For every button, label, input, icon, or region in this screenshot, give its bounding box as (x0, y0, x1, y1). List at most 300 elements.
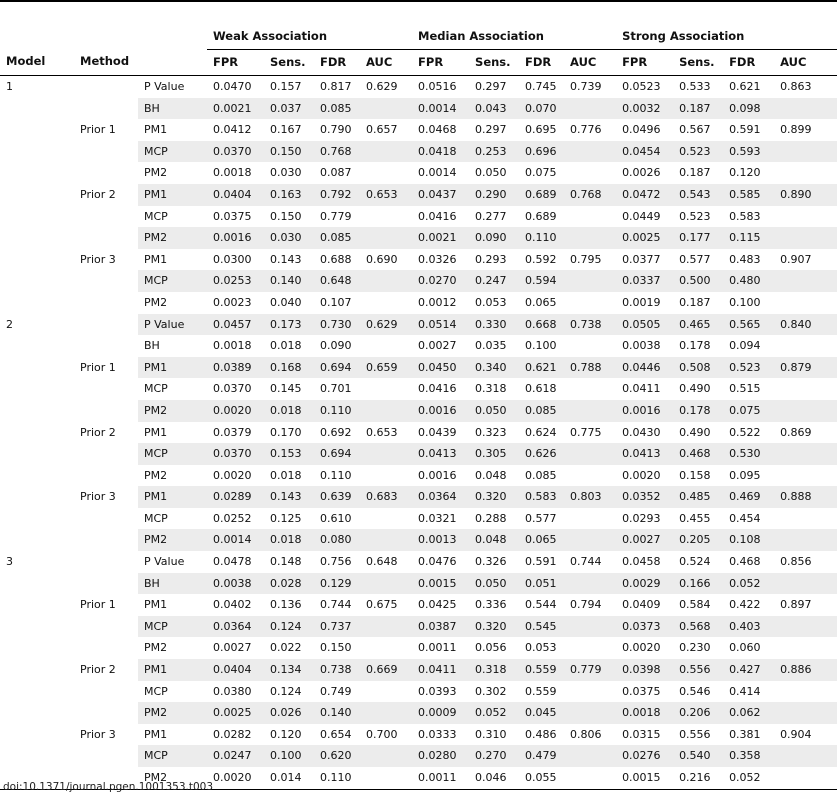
table-row (0, 465, 837, 487)
cell-value: 0.026 (264, 702, 314, 724)
column-header-row (0, 50, 837, 76)
cell-value: 0.696 (519, 141, 564, 163)
cell-value: 0.100 (525, 339, 557, 353)
cell-value: 0.0413 (616, 443, 673, 465)
cell-submethod: BH (138, 573, 207, 595)
table-row (0, 270, 837, 292)
cell-value: 0.648 (314, 270, 360, 292)
cell-value (360, 443, 412, 465)
cell-value: 0.414 (729, 684, 761, 698)
cell-value: 0.0253 (207, 270, 264, 292)
table-row (0, 98, 837, 120)
cell-method: Prior 3 (80, 252, 116, 266)
cell-value: 0.469 (723, 486, 774, 508)
cell-value (774, 141, 837, 163)
cell-submethod: P Value (144, 555, 185, 569)
cell-value: 0.0012 (418, 295, 457, 309)
cell-value: 0.0516 (418, 80, 457, 93)
cell-value: 0.320 (469, 616, 519, 638)
cell-value: 0.485 (673, 486, 723, 508)
column-header-metric: FPR (412, 50, 469, 76)
cell-value: 0.779 (320, 209, 352, 223)
table-body (0, 76, 837, 790)
cell-submethod: PM1 (144, 425, 168, 439)
cell-model (0, 573, 74, 595)
cell-method (74, 508, 138, 530)
cell-value: 0.085 (519, 400, 564, 422)
cell-method (74, 443, 138, 465)
cell-value: 0.150 (270, 209, 302, 223)
cell-value: 0.0016 (616, 400, 673, 422)
cell-value: 0.591 (729, 123, 761, 137)
cell-submethod: PM1 (144, 598, 168, 612)
cell-value: 0.626 (519, 443, 564, 465)
cell-value: 0.559 (519, 659, 564, 681)
cell-submethod: PM2 (144, 166, 168, 180)
cell-value: 0.455 (679, 511, 711, 525)
cell-model (0, 465, 74, 487)
cell-value (360, 681, 412, 703)
cell-value: 0.0364 (412, 486, 469, 508)
cell-value: 0.0375 (213, 209, 252, 223)
cell-value: 0.153 (264, 443, 314, 465)
cell-value (564, 292, 616, 314)
cell-value: 0.326 (475, 555, 507, 569)
cell-value: 0.0023 (213, 295, 252, 309)
cell-value: 0.0326 (418, 252, 457, 266)
cell-value: 0.403 (723, 616, 774, 638)
cell-method (74, 206, 138, 228)
cell-value: 0.0377 (622, 252, 661, 266)
cell-value: 0.540 (673, 745, 723, 767)
cell-value: 0.0020 (622, 641, 661, 655)
cell-value: 0.177 (673, 227, 723, 249)
cell-model (0, 486, 74, 508)
cell-value (360, 400, 412, 422)
group-header-strong: Strong Association (616, 25, 837, 50)
cell-value: 0.028 (264, 573, 314, 595)
cell-value: 0.0454 (616, 141, 673, 163)
cell-value: 0.0282 (213, 727, 252, 741)
cell-value (360, 616, 412, 638)
table-row (0, 443, 837, 465)
cell-value (360, 378, 412, 400)
cell-model (0, 270, 74, 292)
cell-value: 0.856 (780, 555, 812, 569)
cell-value: 0.0027 (616, 529, 673, 551)
cell-value: 0.150 (264, 141, 314, 163)
cell-value: 0.045 (519, 702, 564, 724)
cell-value (774, 292, 837, 314)
cell-method (74, 681, 138, 703)
cell-value: 0.134 (264, 659, 314, 681)
cell-value (564, 616, 616, 638)
cell-value: 0.205 (673, 529, 723, 551)
cell-value: 0.524 (679, 555, 711, 569)
cell-value: 0.621 (729, 80, 761, 93)
cell-value: 0.0016 (418, 468, 457, 482)
cell-submethod: BH (144, 339, 160, 353)
cell-value: 0.0021 (207, 98, 264, 120)
cell-value: 0.0020 (207, 767, 264, 789)
cell-value (564, 378, 616, 400)
cell-value: 0.094 (729, 339, 761, 353)
cell-value (564, 465, 616, 487)
cell-value: 0.143 (264, 486, 314, 508)
cell-value: 0.062 (723, 702, 774, 724)
cell-value: 0.454 (729, 511, 761, 525)
cell-value: 0.0025 (616, 227, 673, 249)
cell-value (360, 529, 412, 551)
cell-value: 0.675 (366, 598, 398, 612)
cell-value (564, 335, 616, 357)
cell-value: 0.075 (525, 166, 557, 180)
cell-value: 0.869 (780, 425, 812, 439)
cell-value: 0.583 (729, 209, 761, 223)
cell-value (360, 573, 412, 595)
cell-value (360, 508, 412, 530)
cell-submethod: P Value (138, 314, 207, 336)
cell-value: 0.768 (314, 141, 360, 163)
cell-value: 0.0439 (418, 425, 457, 439)
cell-value (360, 227, 412, 249)
column-header-submethod (138, 50, 207, 76)
cell-value (360, 702, 412, 724)
cell-model (0, 745, 74, 767)
cell-model (0, 594, 74, 616)
cell-value: 0.052 (723, 767, 774, 789)
table-row (0, 206, 837, 228)
cell-value: 0.110 (519, 227, 564, 249)
cell-value: 0.886 (774, 659, 837, 681)
cell-value: 0.090 (320, 339, 352, 353)
cell-value: 0.216 (673, 767, 723, 789)
cell-value: 0.0038 (622, 339, 661, 353)
cell-value: 0.060 (729, 641, 761, 655)
column-header-metric: Sens. (264, 50, 314, 76)
cell-value: 0.270 (469, 745, 519, 767)
cell-value: 0.120 (270, 727, 302, 741)
cell-model (0, 443, 74, 465)
cell-method: Prior 2 (74, 184, 138, 206)
cell-method: Prior 2 (74, 659, 138, 681)
cell-value: 0.0352 (616, 486, 673, 508)
cell-value: 0.302 (475, 684, 507, 698)
cell-value: 0.125 (270, 511, 302, 525)
cell-submethod: PM1 (138, 486, 207, 508)
cell-submethod: MCP (138, 745, 207, 767)
cell-value: 0.166 (673, 573, 723, 595)
cell-value: 0.738 (314, 659, 360, 681)
table-row (0, 659, 837, 681)
empty-header-cell (138, 25, 207, 50)
cell-value: 0.544 (525, 598, 557, 612)
cell-value: 0.0375 (622, 684, 661, 698)
cell-value: 0.336 (475, 598, 507, 612)
cell-value: 0.288 (475, 511, 507, 525)
cell-value: 0.0409 (622, 598, 661, 612)
table-row (0, 141, 837, 163)
cell-value: 0.840 (774, 314, 837, 336)
table-row (0, 400, 837, 422)
cell-value: 0.022 (270, 641, 302, 655)
cell-value (564, 270, 616, 292)
cell-value: 0.879 (774, 357, 837, 379)
cell-value: 0.744 (320, 598, 352, 612)
table-row (0, 637, 837, 659)
cell-value: 0.523 (723, 357, 774, 379)
cell-value: 0.669 (360, 659, 412, 681)
cell-value: 0.358 (723, 745, 774, 767)
cell-value: 0.890 (774, 184, 837, 206)
cell-value (360, 767, 412, 789)
cell-value: 0.559 (525, 684, 557, 698)
cell-value: 0.483 (729, 252, 761, 266)
cell-value: 0.610 (320, 511, 352, 525)
cell-model (0, 184, 74, 206)
cell-value (564, 400, 616, 422)
cell-value (360, 162, 412, 184)
cell-value: 0.143 (270, 252, 302, 266)
cell-submethod: MCP (144, 209, 168, 223)
cell-value: 0.479 (519, 745, 564, 767)
cell-value: 0.070 (519, 98, 564, 120)
cell-value: 0.803 (564, 486, 616, 508)
cell-value: 0.0437 (412, 184, 469, 206)
cell-value: 0.048 (469, 529, 519, 551)
cell-value: 0.0021 (412, 227, 469, 249)
cell-submethod: P Value (144, 80, 185, 93)
cell-value: 0.297 (475, 123, 507, 137)
cell-value: 0.0315 (622, 727, 661, 741)
cell-value: 0.779 (564, 659, 616, 681)
cell-value: 0.653 (366, 425, 398, 439)
cell-value (360, 745, 412, 767)
cell-value: 0.0370 (207, 443, 264, 465)
cell-value: 0.230 (679, 641, 711, 655)
column-header-metric: AUC (774, 50, 837, 76)
cell-value (564, 98, 616, 120)
cell-value: 0.0270 (412, 270, 469, 292)
cell-value: 0.163 (264, 184, 314, 206)
cell-value: 0.014 (264, 767, 314, 789)
cell-value: 0.515 (729, 382, 761, 396)
cell-value: 0.465 (673, 314, 723, 336)
cell-submethod: MCP (144, 382, 168, 396)
group-header-weak: Weak Association (207, 25, 412, 50)
cell-value (360, 637, 412, 659)
cell-value: 0.692 (320, 425, 352, 439)
cell-value: 0.668 (519, 314, 564, 336)
cell-value: 0.545 (519, 616, 564, 638)
cell-model (0, 162, 74, 184)
cell-value: 0.0412 (213, 123, 252, 137)
cell-value: 0.689 (525, 209, 557, 223)
cell-value: 0.629 (366, 80, 398, 93)
cell-value: 0.739 (570, 80, 602, 93)
cell-method (74, 141, 138, 163)
cell-value: 0.0280 (412, 745, 469, 767)
cell-value: 0.0472 (616, 184, 673, 206)
cell-value: 0.0404 (207, 659, 264, 681)
empty-header-cell (74, 25, 138, 50)
cell-value: 0.110 (314, 400, 360, 422)
table-row (0, 76, 837, 98)
cell-value: 0.888 (774, 486, 837, 508)
cell-method (74, 314, 138, 336)
cell-value: 0.0025 (207, 702, 264, 724)
cell-value (564, 529, 616, 551)
cell-value: 0.124 (270, 684, 302, 698)
cell-value (564, 573, 616, 595)
cell-value: 0.654 (320, 727, 352, 741)
cell-submethod: PM1 (144, 252, 168, 266)
cell-method (74, 98, 138, 120)
cell-value: 0.018 (270, 339, 302, 353)
cell-value: 0.863 (780, 80, 812, 93)
cell-value: 0.0398 (616, 659, 673, 681)
cell-value: 0.508 (673, 357, 723, 379)
cell-value: 0.0425 (418, 598, 457, 612)
cell-value: 0.817 (320, 80, 352, 93)
table-row (0, 249, 837, 271)
table-row (0, 292, 837, 314)
cell-submethod: MCP (144, 511, 168, 525)
cell-value: 0.568 (673, 616, 723, 638)
cell-value: 0.0496 (622, 123, 661, 137)
cell-method: Prior 2 (80, 425, 116, 439)
cell-value: 0.168 (264, 357, 314, 379)
cell-method: Prior 3 (74, 486, 138, 508)
cell-value (774, 98, 837, 120)
cell-model (0, 292, 74, 314)
cell-method (74, 573, 138, 595)
cell-value: 0.170 (270, 425, 302, 439)
cell-value: 0.0380 (213, 684, 252, 698)
cell-value: 0.0478 (213, 555, 252, 569)
cell-value: 0.277 (475, 209, 507, 223)
cell-value: 0.683 (360, 486, 412, 508)
cell-method (74, 702, 138, 724)
cell-value: 0.0379 (213, 425, 252, 439)
cell-value: 0.584 (679, 598, 711, 612)
cell-value (360, 98, 412, 120)
cell-value: 0.140 (264, 270, 314, 292)
cell-value (564, 141, 616, 163)
cell-value: 0.310 (475, 727, 507, 741)
cell-value: 0.108 (723, 529, 774, 551)
cell-value: 0.0505 (616, 314, 673, 336)
cell-value (774, 681, 837, 703)
cell-value (564, 745, 616, 767)
cell-value: 0.187 (679, 295, 711, 309)
cell-value: 0.167 (270, 123, 302, 137)
cell-model (0, 659, 74, 681)
cell-method (74, 162, 138, 184)
cell-value (360, 292, 412, 314)
table-row (0, 314, 837, 336)
cell-value: 0.0457 (207, 314, 264, 336)
doi-footnote: doi:10.1371/journal.pgen.1001353.t003 (3, 781, 214, 793)
cell-value: 0.0038 (207, 573, 264, 595)
cell-value: 0.0449 (622, 209, 661, 223)
cell-value (360, 465, 412, 487)
cell-value: 0.0402 (213, 598, 252, 612)
cell-submethod: MCP (138, 443, 207, 465)
cell-model: 2 (0, 314, 74, 336)
cell-submethod: PM2 (138, 227, 207, 249)
cell-value: 0.0018 (213, 339, 252, 353)
cell-value: 0.0404 (207, 184, 264, 206)
cell-value: 0.0029 (616, 573, 673, 595)
cell-value (774, 702, 837, 724)
cell-value: 0.776 (570, 123, 602, 137)
table-row (0, 508, 837, 530)
cell-value: 0.253 (469, 141, 519, 163)
cell-method: Prior 1 (74, 357, 138, 379)
cell-value: 0.0016 (207, 227, 264, 249)
table-row (0, 745, 837, 767)
cell-value: 0.018 (270, 468, 302, 482)
cell-submethod: PM1 (138, 357, 207, 379)
cell-value: 0.323 (475, 425, 507, 439)
cell-value: 0.907 (780, 252, 812, 266)
cell-value: 0.795 (570, 252, 602, 266)
cell-value: 0.701 (320, 382, 352, 396)
cell-model (0, 206, 74, 228)
cell-value: 0.738 (564, 314, 616, 336)
cell-value: 0.100 (264, 745, 314, 767)
results-table (0, 25, 837, 790)
cell-value: 0.065 (525, 295, 557, 309)
cell-value: 0.0387 (412, 616, 469, 638)
cell-value: 0.577 (679, 252, 711, 266)
cell-value: 0.790 (320, 123, 352, 137)
table-row (0, 378, 837, 400)
cell-value (774, 206, 837, 228)
cell-value (774, 162, 837, 184)
cell-value: 0.523 (679, 209, 711, 223)
cell-value: 0.500 (673, 270, 723, 292)
cell-value: 0.053 (525, 641, 557, 655)
cell-value: 0.486 (525, 727, 557, 741)
column-header-metric: FPR (616, 50, 673, 76)
cell-value (564, 206, 616, 228)
cell-value: 0.653 (360, 184, 412, 206)
cell-value: 0.745 (525, 80, 557, 93)
cell-submethod: PM2 (144, 641, 168, 655)
top-rule (0, 0, 837, 2)
cell-value: 0.594 (519, 270, 564, 292)
cell-model (0, 724, 74, 746)
cell-value: 0.904 (780, 727, 812, 741)
cell-value: 0.0020 (213, 468, 252, 482)
cell-value: 0.744 (570, 555, 602, 569)
cell-value: 0.048 (475, 468, 507, 482)
column-header-metric: FDR (723, 50, 774, 76)
cell-value: 0.577 (525, 511, 557, 525)
cell-submethod: MCP (138, 141, 207, 163)
column-header-metric: FDR (519, 50, 564, 76)
cell-value: 0.046 (469, 767, 519, 789)
cell-value: 0.247 (469, 270, 519, 292)
empty-header-cell (0, 25, 74, 50)
cell-value: 0.158 (679, 468, 711, 482)
cell-value: 0.035 (475, 339, 507, 353)
column-header-metric: FDR (314, 50, 360, 76)
cell-submethod: BH (138, 98, 207, 120)
cell-value (774, 400, 837, 422)
